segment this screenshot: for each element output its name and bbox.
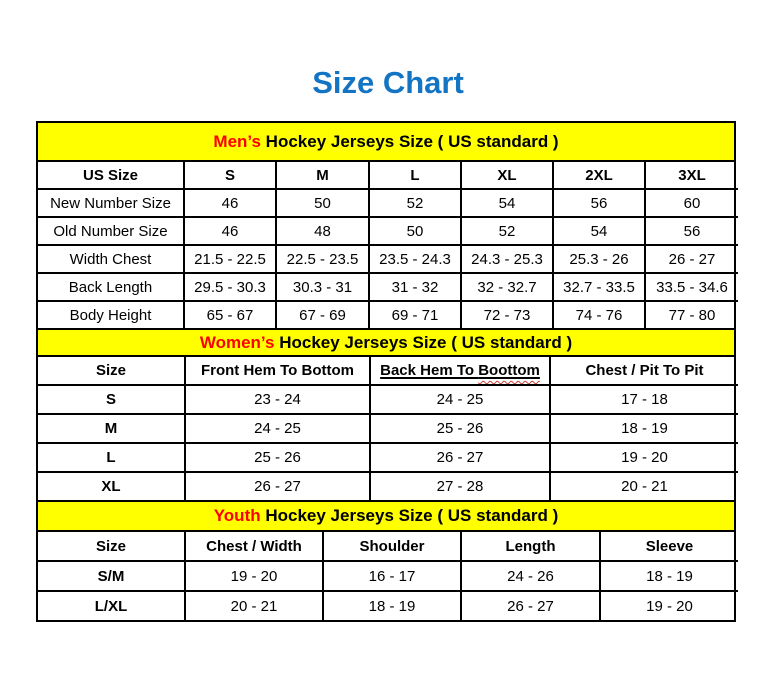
page-title: Size Chart [312,65,464,100]
men-data-cell: 26 - 27 [645,245,738,273]
men-header-cell: 3XL [645,162,738,189]
women-data-cell: 25 - 26 [370,414,550,443]
womens-section-title-rest: Hockey Jerseys Size ( US standard ) [274,332,573,352]
men-data-cell: 33.5 - 34.6 [645,273,738,301]
men-data-cell: 32.7 - 33.5 [553,273,645,301]
men-data-cell: 77 - 80 [645,301,738,328]
men-data-cell: 67 - 69 [276,301,369,328]
misspelling-squiggle: Boottom [478,362,540,379]
womens-size-table [38,357,738,500]
men-header-cell: XL [461,162,553,189]
men-header-cell: US Size [38,162,184,189]
men-data-cell: 22.5 - 23.5 [276,245,369,273]
men-data-cell: 52 [369,189,461,217]
men-row-label: Back Length [38,273,184,301]
men-table-row [38,301,738,328]
women-data-cell: 24 - 25 [370,385,550,414]
size-chart [36,121,736,622]
youth-section-title-highlight: Youth [213,506,261,525]
women-header-cell [370,357,550,385]
youth-data-cell: 19 - 20 [600,591,738,620]
youth-header-row [38,532,738,561]
men-data-cell: 50 [276,189,369,217]
women-header-cell: Chest / Pit To Pit [550,357,738,385]
women-header-cell: Size [38,357,185,385]
men-header-row [38,162,738,189]
youth-row-label: S/M [38,561,185,591]
youth-data-cell: 19 - 20 [185,561,323,591]
men-header-cell: S [184,162,276,189]
youth-header-cell: Sleeve [600,532,738,561]
men-data-cell: 46 [184,217,276,245]
men-data-cell: 54 [553,217,645,245]
youth-data-cell: 18 - 19 [600,561,738,591]
women-header-row [38,357,738,385]
men-data-cell: 74 - 76 [553,301,645,328]
men-row-label: New Number Size [38,189,184,217]
men-data-cell: 52 [461,217,553,245]
youth-table-row [38,561,738,591]
women-header-cell: Front Hem To Bottom [185,357,370,385]
women-data-cell: 26 - 27 [185,472,370,500]
men-data-cell: 21.5 - 22.5 [184,245,276,273]
womens-section-title [38,328,734,357]
mens-section-title [38,123,734,162]
men-header-cell: L [369,162,461,189]
women-table-row [38,385,738,414]
men-data-cell: 54 [461,189,553,217]
mens-section-title-rest: Hockey Jerseys Size ( US standard ) [260,131,559,151]
youth-section-title-rest: Hockey Jerseys Size ( US standard ) [260,506,559,525]
men-row-label: Width Chest [38,245,184,273]
youth-header-cell: Chest / Width [185,532,323,561]
men-table-row [38,217,738,245]
youth-section-title [38,500,734,532]
men-data-cell: 23.5 - 24.3 [369,245,461,273]
men-data-cell: 69 - 71 [369,301,461,328]
men-data-cell: 56 [553,189,645,217]
youth-header-cell: Shoulder [323,532,461,561]
men-data-cell: 25.3 - 26 [553,245,645,273]
men-table-row [38,273,738,301]
womens-size-section [38,328,734,500]
women-data-cell: 19 - 20 [550,443,738,472]
youth-header-cell: Length [461,532,600,561]
men-data-cell: 24.3 - 25.3 [461,245,553,273]
women-row-label: XL [38,472,185,500]
youth-data-cell: 16 - 17 [323,561,461,591]
men-header-cell: 2XL [553,162,645,189]
men-table-row [38,189,738,217]
youth-data-cell: 20 - 21 [185,591,323,620]
women-row-label: M [38,414,185,443]
men-data-cell: 29.5 - 30.3 [184,273,276,301]
youth-data-cell: 26 - 27 [461,591,600,620]
women-data-cell: 23 - 24 [185,385,370,414]
men-row-label: Body Height [38,301,184,328]
women-data-cell: 17 - 18 [550,385,738,414]
women-table-row [38,443,738,472]
men-data-cell: 31 - 32 [369,273,461,301]
youth-size-section [38,500,734,620]
youth-size-table [38,532,738,620]
women-row-label: S [38,385,185,414]
women-data-cell: 24 - 25 [185,414,370,443]
men-header-cell: M [276,162,369,189]
women-data-cell: 26 - 27 [370,443,550,472]
women-data-cell: 27 - 28 [370,472,550,500]
women-data-cell: 25 - 26 [185,443,370,472]
youth-header-cell: Size [38,532,185,561]
women-row-label: L [38,443,185,472]
men-data-cell: 65 - 67 [184,301,276,328]
youth-row-label: L/XL [38,591,185,620]
women-table-row [38,414,738,443]
men-data-cell: 32 - 32.7 [461,273,553,301]
men-data-cell: 46 [184,189,276,217]
womens-section-title-highlight: Women’s [199,332,275,352]
youth-table-row [38,591,738,620]
women-table-row [38,472,738,500]
youth-data-cell: 24 - 26 [461,561,600,591]
women-data-cell: 18 - 19 [550,414,738,443]
mens-section-title-highlight: Men’s [213,131,261,151]
men-data-cell: 60 [645,189,738,217]
men-data-cell: 50 [369,217,461,245]
women-data-cell: 20 - 21 [550,472,738,500]
men-data-cell: 72 - 73 [461,301,553,328]
mens-size-table [38,162,738,328]
women-header-underlined-text: Back Hem To Boottom [380,362,540,379]
men-data-cell: 56 [645,217,738,245]
men-data-cell: 30.3 - 31 [276,273,369,301]
men-table-row [38,245,738,273]
youth-data-cell: 18 - 19 [323,591,461,620]
men-data-cell: 48 [276,217,369,245]
mens-size-section [38,123,734,328]
men-row-label: Old Number Size [38,217,184,245]
